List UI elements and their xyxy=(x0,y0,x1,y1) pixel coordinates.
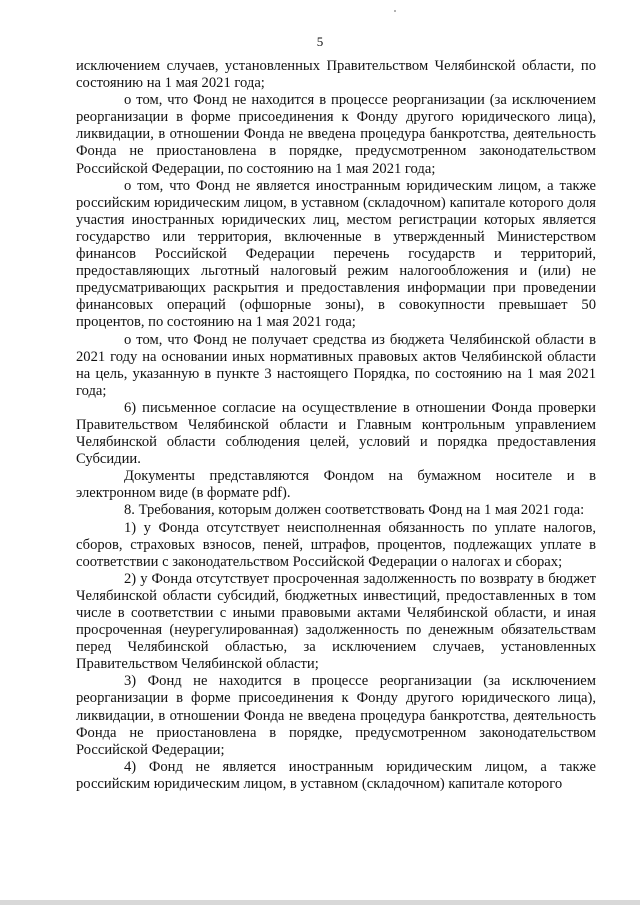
paragraph-requirement-4: 4) Фонд не является иностранным юридическим лицом, а также российским юридическим лицом, в уставном (складочном) капитале которого xyxy=(76,758,596,792)
paragraph-documents-format: Документы представляются Фондом на бумажном носителе и в электронном виде (в формате pdf). xyxy=(76,468,596,502)
paragraph-foreign-entity-declaration: о том, что Фонд не является иностранным юридическим лицом, а также российским юридическим лицом, в уставном (складочном) капитале которого доля участия иностранных юридических лиц, местом регистрации которых является государство или территория, включенные в утвержденный Министерством финансов Российской Федерации перечень государств и территорий, предоставляющих льготный налоговый режим налогообложения и (или) не предусматривающих раскрытия и предоставления информации при проведении финансовых операций (офшорные зоны), в совокупности превышает 50 процентов, по состоянию на 1 мая 2021 года; xyxy=(76,177,596,331)
document-body xyxy=(76,58,596,793)
paragraph-section-8-heading: 8. Требования, которым должен соответствовать Фонд на 1 мая 2021 года: xyxy=(124,502,585,519)
paragraph-continuation: исключением случаев, установленных Правительством Челябинской области, по состоянию на 1 мая 2021 года; xyxy=(76,58,596,92)
paragraph-requirement-3: 3) Фонд не находится в процессе реорганизации (за исключением реорганизации в форме присоединения к Фонду другого юридического лица), ликвидации, в отношении Фонда не введена процедура банкротства, деятельность Фонда не приостановлена в порядке, предусмотренном законодательством Российской Федерации; xyxy=(76,673,596,758)
page-number: 5 xyxy=(316,34,324,49)
scan-bottom-edge xyxy=(0,900,640,905)
paragraph-reorganization-declaration: о том, что Фонд не находится в процессе реорганизации (за исключением реорганизации в форме присоединения к Фонду другого юридического лица), ликвидации, в отношении Фонда не введена процедура банкротства, деятельность Фонда не приостановлена в порядке, предусмотренном законодательством Российской Федерации, по состоянию на 1 мая 2021 года; xyxy=(76,92,596,177)
paragraph-requirement-2: 2) у Фонда отсутствует просроченная задолженность по возврату в бюджет Челябинской области субсидий, бюджетных инвестиций, предоставленных в том числе в соответствии с иными правовыми актами Челябинской области, и иная просроченная (неурегулированная) задолженность по денежным обязательствам перед Челябинской областью, за исключением случаев, установленных Правительством Челябинской области; xyxy=(76,570,596,673)
paragraph-requirement-1: 1) у Фонда отсутствует неисполненная обязанность по уплате налогов, сборов, страховых взносов, пеней, штрафов, процентов, подлежащих уплате в соответствии с законодательством Российской Федерации о налогах и сборах; xyxy=(76,519,596,570)
paragraph-item-6-consent: 6) письменное согласие на осуществление в отношении Фонда проверки Правительством Челябинской области и Главным контрольным управлением Челябинской области соблюдения целей, условий и порядка предоставления Субсидии. xyxy=(76,399,596,468)
paragraph-budget-funds-declaration: о том, что Фонд не получает средства из бюджета Челябинской области в 2021 году на основании иных нормативных правовых актов Челябинской области на цель, указанную в пункте 3 настоящего Порядка, по состоянию на 1 мая 2021 года; xyxy=(76,331,596,399)
scan-speck xyxy=(394,10,396,12)
